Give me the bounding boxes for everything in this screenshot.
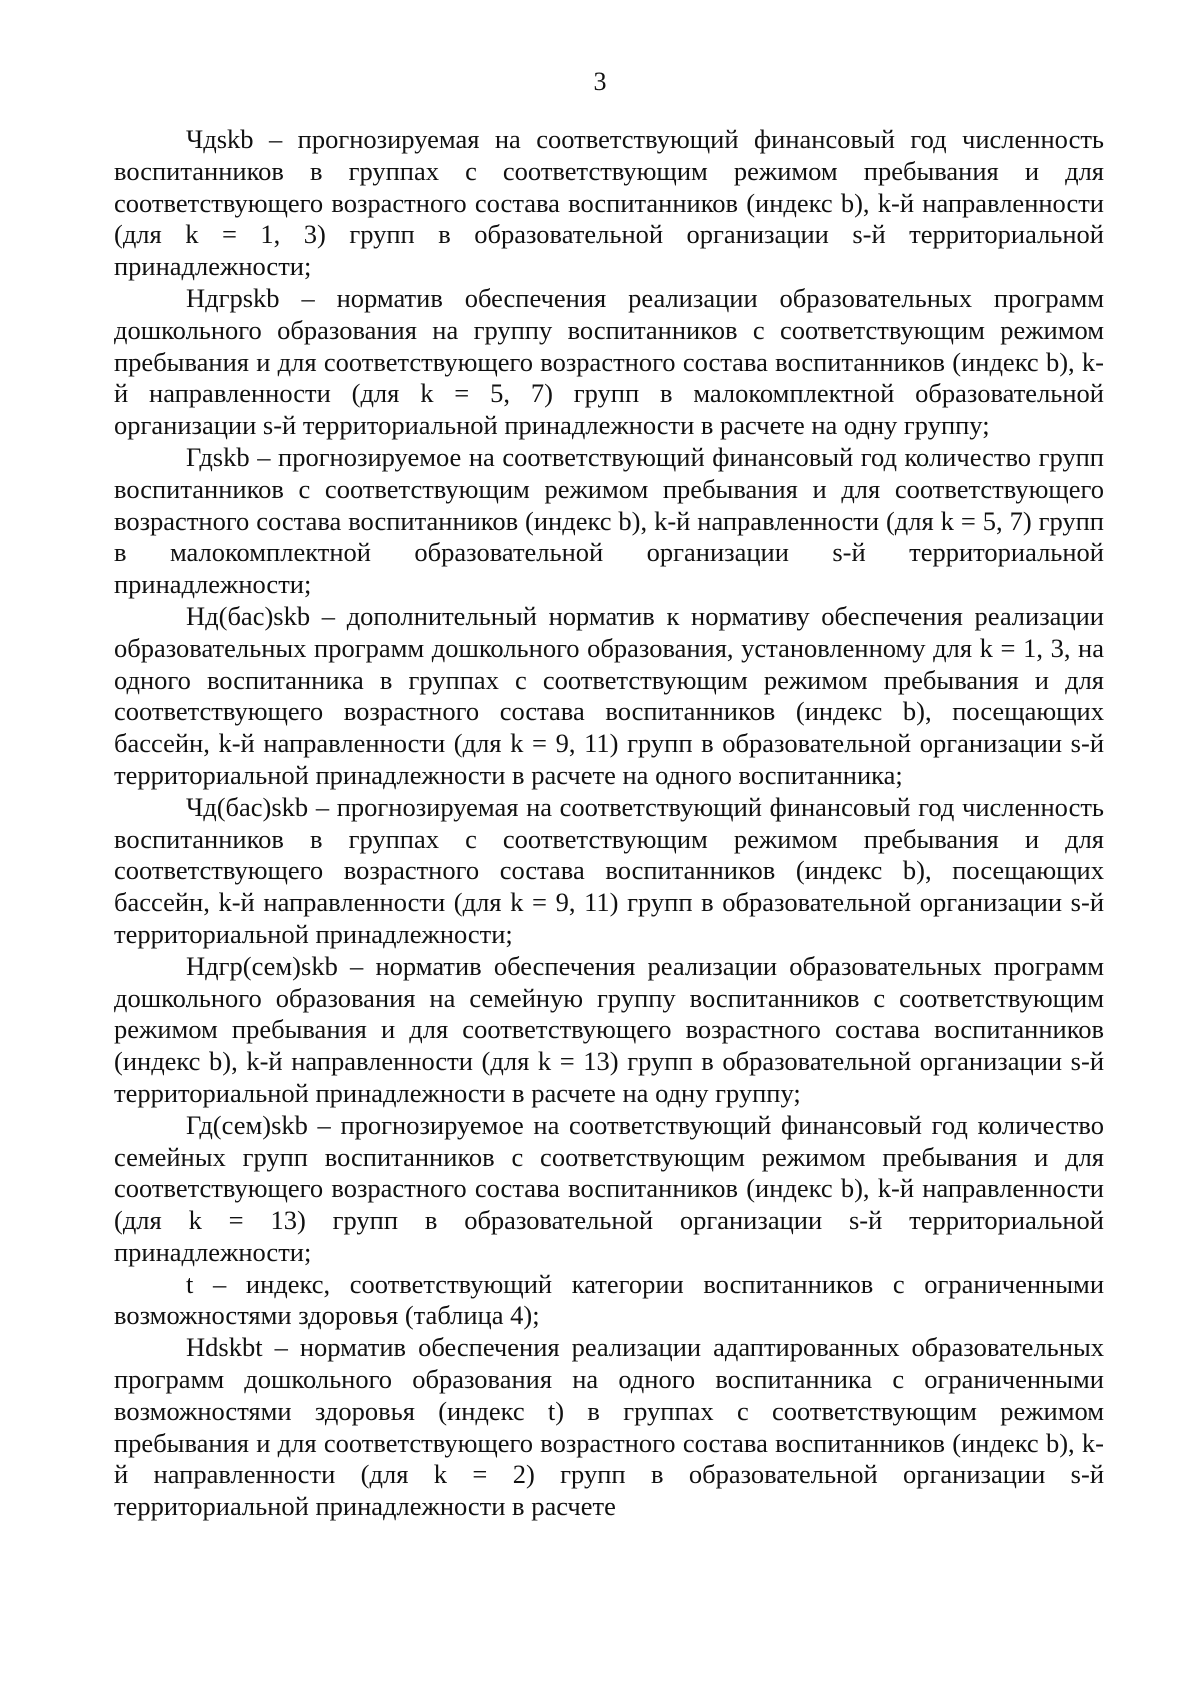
paragraph-t-index: t – индекс, соответствующий категории воспитанников с ограниченными возможностями здоровья (таблица 4); — [114, 1268, 1104, 1331]
document-body — [114, 124, 1104, 1523]
paragraph-ndgr-sem-skb: Ндгр(сем)skb – норматив обеспечения реализации образовательных программ дошкольного образования на семейную группу воспитанников с соответствующим режимом пребывания и для соответствующего возрастного состава воспитанников (индекс b), k-й направленности (для k = 13) групп в образовательной организации s-й территориальной принадлежности в расчете на одну группу; — [114, 950, 1104, 1108]
paragraph-ndgrskb: Ндгрskb – норматив обеспечения реализации образовательных программ дошкольного образования на группу воспитанников с соответствующим режимом пребывания и для соответствующего возрастного состава воспитанников (индекс b), k-й направленности (для k = 5, 7) групп в малокомплектной образовательной организации s-й территориальной принадлежности в расчете на одну группу; — [114, 282, 1104, 441]
paragraph-ndskbt: Нdskbt – норматив обеспечения реализации адаптированных образовательных программ дошкольного образования на одного воспитанника с ограниченными возможностями здоровья (индекс t) в группах с соответствующим режимом пребывания и для соответствующего возрастного состава воспитанников (индекс b), k-й направленности (для k = 2) групп в образовательной организации s-й территориальной принадлежности в расчете — [114, 1332, 1104, 1522]
paragraph-chd-bas-skb: Чд(бас)skb – прогнозируемая на соответствующий финансовый год численность воспитанников в группах с соответствующим режимом пребывания и для соответствующего возрастного состава воспитанников (индекс b), посещающих бассейн, k-й направленности (для k = 9, 11) групп в образовательной организации s-й территориальной принадлежности; — [114, 791, 1104, 949]
paragraph-nd-bas-skb: Нд(бас)skb – дополнительный норматив к нормативу обеспечения реализации образовательных программ дошкольного образования, установленному для k = 1, 3, на одного воспитанника в группах с соответствующим режимом пребывания и для соответствующего возрастного состава воспитанников (индекс b), посещающих бассейн, k-й направленности (для k = 9, 11) групп в образовательной организации s-й территориальной принадлежности в расчете на одного воспитанника; — [114, 600, 1104, 790]
page-number: 3 — [593, 67, 607, 96]
paragraph-gdskb: Гдskb – прогнозируемое на соответствующий финансовый год количество групп воспитанников с соответствующим режимом пребывания и для соответствующего возрастного состава воспитанников (индекс b), k-й направленности (для k = 5, 7) групп в малокомплектной образовательной организации s-й территориальной принадлежности; — [114, 441, 1104, 600]
paragraph-chdskb: Чдskb – прогнозируемая на соответствующий финансовый год численность воспитанников в группах с соответствующим режимом пребывания и для соответствующего возрастного состава воспитанников (индекс b), k-й направленности (для k = 1, 3) групп в образовательной организации s-й территориальной принадлежности; — [114, 124, 1104, 282]
paragraph-gd-sem-skb: Гд(сем)skb – прогнозируемое на соответствующий финансовый год количество семейных групп воспитанников с соответствующим режимом пребывания и для соответствующего возрастного состава воспитанников (индекс b), k-й направленности (для k = 13) групп в образовательной организации s-й территориальной принадлежности; — [114, 1109, 1104, 1267]
